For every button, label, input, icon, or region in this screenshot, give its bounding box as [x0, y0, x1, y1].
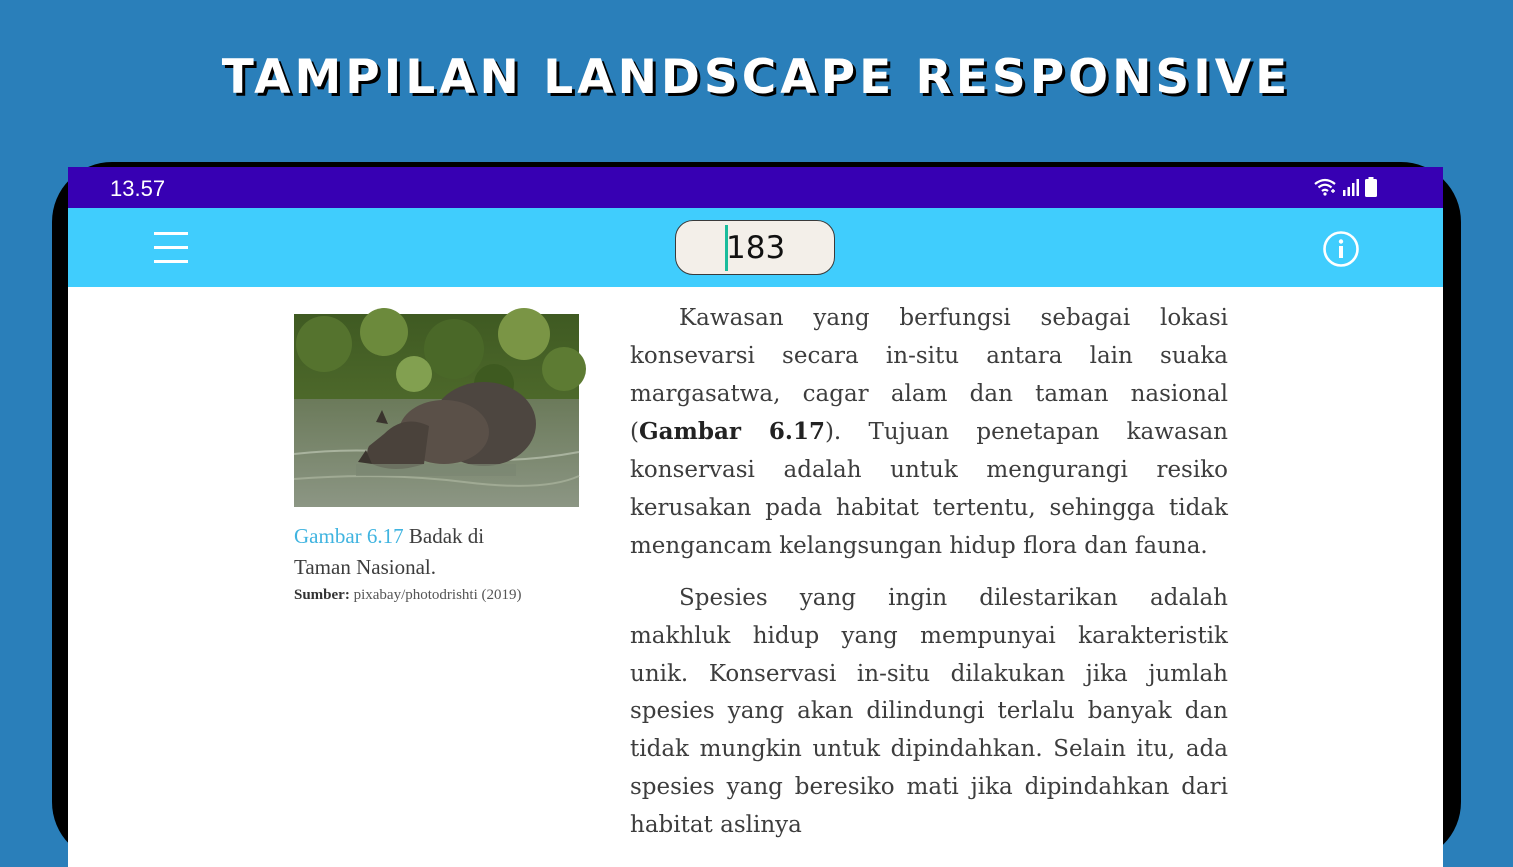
- menu-icon[interactable]: [154, 232, 188, 266]
- paragraph-1-text-end: ). Tujuan penetapan kawasan konservasi adalah untuk mengurangi resiko kerusakan pada habitat tertentu, sehingga tidak mengancam kelangsungan hidup flora dan fauna.: [630, 419, 1228, 559]
- paragraph-2: [630, 580, 1228, 845]
- figure-reference: Gambar 6.17: [638, 418, 825, 446]
- signal-icon: [1342, 177, 1360, 197]
- source-text: pixabay/photodrishti (2019): [349, 587, 522, 603]
- phone-screen: [68, 167, 1443, 867]
- banner-title: TAMPILAN LANDSCAPE RESPONSIVE: [221, 50, 1292, 105]
- text-cursor: [725, 225, 728, 271]
- figure-label: Gambar 6.17: [294, 524, 404, 548]
- page-number-input[interactable]: [675, 220, 835, 275]
- status-icons: [1313, 177, 1377, 197]
- paragraph-2-text: Spesies yang ingin dilestarikan adalah makhluk hidup yang mempunyai karakteristik unik. Konservasi in-situ dilakukan jika jumlah spesies yang akan dilindungi terlalu banyak dan tidak mungkin untuk dipindahkan. Selain itu, ada spesies yang beresiko mati jika dipindahkan dari habitat aslinya: [630, 585, 1228, 838]
- status-bar: [68, 167, 1443, 208]
- paragraph-1: [630, 300, 1228, 566]
- status-time: 13.57: [110, 176, 166, 201]
- caption-text: Badak di: [403, 524, 485, 548]
- rhino-photo: [294, 314, 579, 507]
- figure-caption: [294, 521, 594, 583]
- wifi-icon: [1313, 177, 1337, 197]
- battery-icon: [1365, 177, 1377, 197]
- source-label: Sumber:: [294, 587, 350, 603]
- figure-source: [294, 587, 522, 604]
- caption-line-2: Taman Nasional.: [294, 555, 436, 579]
- info-icon[interactable]: [1322, 230, 1360, 268]
- app-bar: [68, 208, 1443, 287]
- paragraph-1-text: Kawasan yang berfungsi sebagai lokasi konsevarsi secara in-situ antara lain suaka margasatwa, cagar alam dan taman nasional (: [630, 305, 1228, 446]
